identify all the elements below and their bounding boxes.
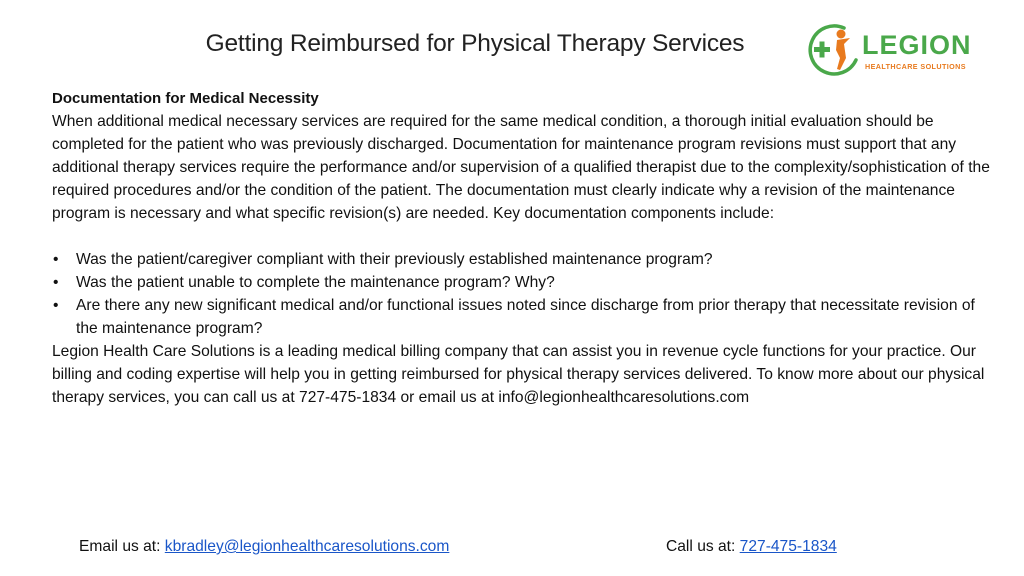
- list-item-text: Are there any new significant medical and/or functional issues noted since discharge from prior therapy that necessitate revision of the maintenance program?: [76, 297, 975, 337]
- logo-subtitle: HEALTHCARE SOLUTIONS: [865, 62, 966, 71]
- page-title: Getting Reimbursed for Physical Therapy Services: [205, 30, 745, 57]
- list-item: [52, 294, 997, 340]
- email-link[interactable]: kbradley@legionhealthcaresolutions.com: [164, 538, 450, 555]
- list-item-text: Was the patient/caregiver compliant with their previously established maintenance program?: [76, 251, 713, 268]
- footer-phone: [666, 538, 837, 556]
- spacer: [52, 225, 997, 248]
- email-label: Email us at:: [79, 538, 165, 555]
- closing-paragraph: Legion Health Care Solutions is a leading medical billing company that can assist you in revenue cycle functions for your practice. Our billing and coding expertise will help you in getting reimbursed for physical therapy services delivered. To know more about our physical therapy services, you can call us at 727-475-1834 or email us at info@legionhealthcaresolutions.com: [52, 343, 985, 406]
- footer-email: [79, 538, 449, 556]
- bullet-icon: •: [53, 274, 59, 291]
- list-item: [52, 271, 997, 294]
- documentation-list: [52, 248, 997, 340]
- section-heading: Documentation for Medical Necessity: [52, 90, 319, 107]
- phone-link[interactable]: 727-475-1834: [739, 538, 837, 555]
- call-label: Call us at:: [666, 538, 740, 555]
- intro-paragraph: When additional medical necessary services are required for the same medical condition, a thorough initial evaluation should be completed for the patient who was previously discharged. Documentation for maintenance program revisions must support that any additional therapy services require the performance and/or supervision of a qualified therapist due to the complexity/sophistication of the required procedures and/or the condition of the patient. The documentation must clearly indicate why a revision of the maintenance program is necessary and what specific revision(s) are needed. Key documentation components include:: [52, 113, 990, 222]
- bullet-icon: •: [53, 297, 59, 314]
- logo-wordmark: LEGION: [862, 30, 972, 60]
- main-content: [52, 87, 997, 409]
- legion-logo: [804, 20, 984, 82]
- list-item: [52, 248, 997, 271]
- list-item-text: Was the patient unable to complete the maintenance program? Why?: [76, 274, 555, 291]
- plus-person-logo-icon: [804, 20, 862, 82]
- bullet-icon: •: [53, 251, 59, 268]
